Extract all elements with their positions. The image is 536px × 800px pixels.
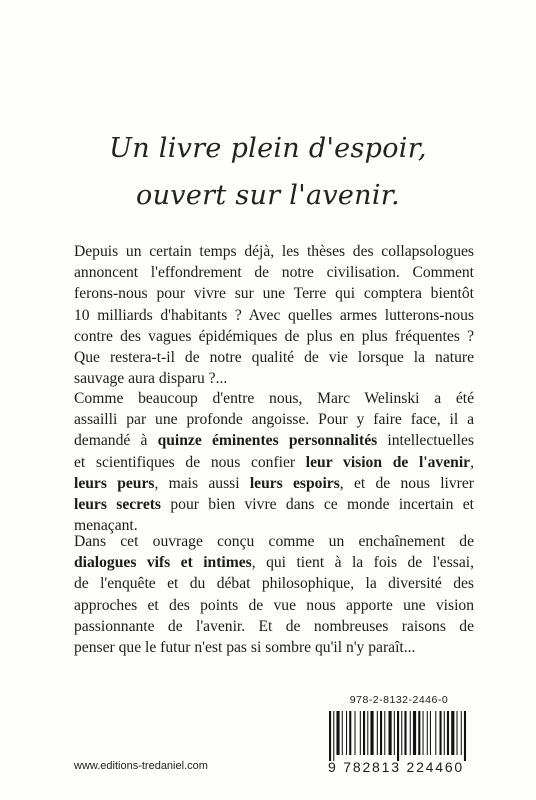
barcode-digits: 9 782813 224460	[328, 759, 464, 775]
paragraph-line: penser que le futur n'est pas si sombre qu'il n'y paraît...	[74, 638, 416, 656]
paragraph-line: passionnante de l'avenir. Et de nombreuses raisons de	[74, 617, 474, 635]
paragraph-line: de l'enquête et du débat philosophique, la diversité des	[74, 575, 474, 593]
paragraph-line: annoncent l'effondrement de notre civilisation. Comment	[74, 264, 474, 282]
bold-phrase: leur vision de l'avenir	[305, 453, 471, 471]
isbn-number: 978-2-8132-2446-0	[349, 694, 449, 706]
bold-phrase: leurs secrets	[74, 495, 162, 513]
tagline-line-2: ouvert sur l'avenir.	[136, 180, 400, 211]
paragraph-line: contre des vagues épidémiques de plus en plus fréquentes ?	[74, 327, 474, 345]
paragraph-line: dialogues vifs et intimes, qui tient à la fois de l'essai,	[74, 554, 474, 572]
publisher-website: www.editions-tredaniel.com	[74, 760, 208, 772]
paragraph-3	[74, 531, 474, 658]
paragraph-line: leurs secrets pour bien vivre dans ce monde incertain et	[74, 495, 474, 513]
paragraph-line: demandé à quinze éminentes personnalités intellectuelles	[74, 432, 474, 450]
bold-phrase: leurs espoirs	[249, 474, 340, 492]
barcode-icon	[326, 711, 472, 761]
bold-phrase: leurs peurs	[74, 474, 155, 492]
barcode-block	[326, 694, 472, 775]
paragraph-line: et scientifiques de nous confier leur vision de l'avenir,	[74, 453, 474, 471]
paragraph-line: Dans cet ouvrage conçu comme un enchaînement de	[74, 533, 474, 550]
paragraph-line: leurs peurs, mais aussi leurs espoirs, et de nous livrer	[74, 474, 474, 492]
paragraph-line: approches et des points de vue nous apporte une vision	[74, 596, 474, 614]
paragraph-line: ferons-nous pour vivre sur une Terre qui comptera bientôt	[74, 285, 474, 303]
paragraph-line: Comme beaucoup d'entre nous, Marc Welinski a été	[74, 390, 474, 407]
paragraph-line: assailli par une profonde angoisse. Pour y faire face, il a	[74, 411, 474, 429]
paragraph-1	[74, 241, 474, 389]
paragraph-line: Que restera-t-il de notre qualité de vie lorsque la nature	[74, 348, 474, 366]
tagline-line-1: Un livre plein d'espoir,	[109, 133, 427, 164]
bold-phrase: quinze éminentes personnalités	[157, 432, 378, 450]
paragraph-2	[74, 388, 474, 536]
paragraph-line: 10 milliards d'habitants ? Avec quelles armes lutterons-nous	[74, 306, 474, 324]
paragraph-line: sauvage aura disparu ?...	[74, 370, 228, 388]
paragraph-line: menaçant.	[74, 517, 138, 535]
bold-phrase: dialogues vifs et intimes	[74, 554, 252, 572]
paragraph-line: Depuis un certain temps déjà, les thèses des collapsologues	[74, 243, 474, 260]
